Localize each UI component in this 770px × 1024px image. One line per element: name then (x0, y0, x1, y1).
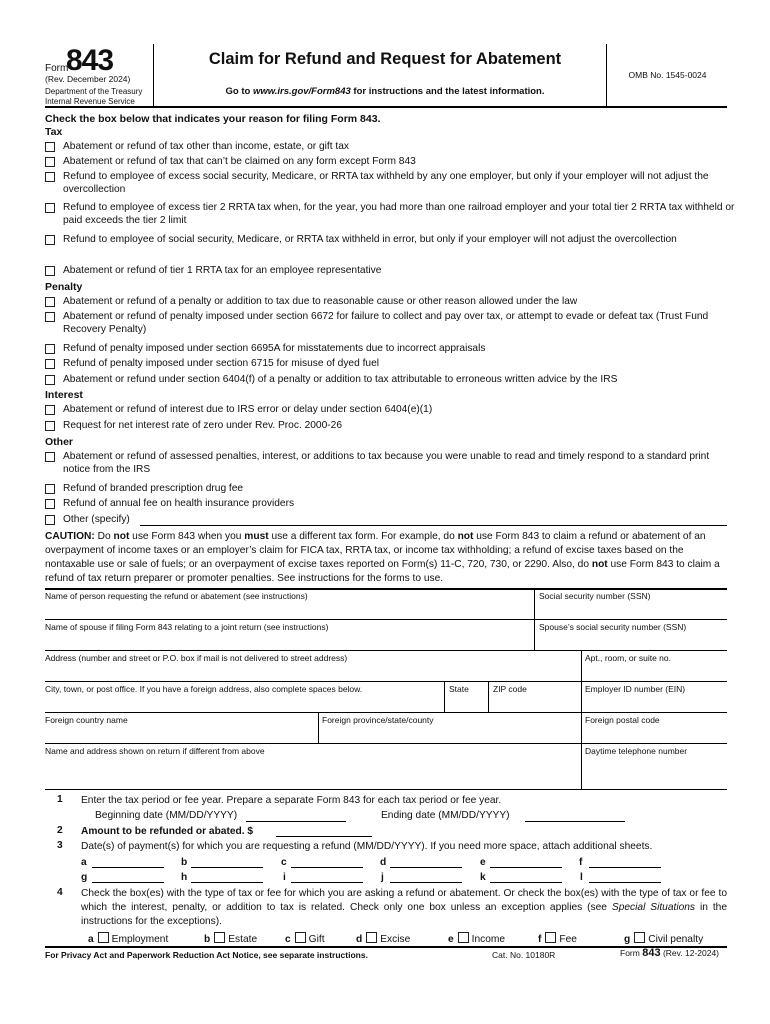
line-2-number: 2 (57, 825, 63, 836)
checkbox[interactable] (45, 142, 55, 152)
reason-instruction: Check the box below that indicates your reason for filing Form 843. (45, 113, 381, 125)
payment-date-letter: f (579, 857, 583, 868)
reason-label: Refund to employee of excess social security, Medicare, or RRTA tax withheld by any one employer, but only if your employer will not adjust the overcollection (63, 171, 709, 195)
option-label: Income (471, 934, 506, 945)
option-letter: f (538, 934, 542, 945)
section-penalty-heading: Penalty (45, 281, 83, 293)
reason-label: Abatement or refund of tax other than income, estate, or gift tax (63, 141, 349, 152)
tax-type-option[interactable] (448, 932, 505, 946)
grid-rule (45, 650, 727, 651)
checkbox[interactable] (545, 932, 556, 943)
footer-revision: (Rev. 12-2024) (662, 948, 720, 958)
apt-field[interactable]: Apt., room, or suite no. (585, 653, 671, 663)
payment-date-input[interactable] (490, 867, 562, 868)
special-situations-ref: Special Situations (611, 902, 696, 913)
spouse-name-field[interactable]: Name of spouse if filing Form 843 relating to a joint return (see instructions) (45, 622, 329, 632)
agency-line-2: Internal Revenue Service (45, 96, 135, 106)
grid-divider (318, 712, 319, 743)
grid-divider (444, 681, 445, 712)
checkbox[interactable] (45, 421, 55, 431)
goto-suffix: for instructions and the latest information. (350, 86, 545, 97)
reason-label: Refund of penalty imposed under section 6715 for misuse of dyed fuel (63, 358, 380, 369)
reason-label: Refund of annual fee on health insurance providers (63, 498, 295, 509)
checkbox[interactable] (45, 484, 55, 494)
tax-type-option[interactable] (88, 932, 168, 946)
name-field[interactable]: Name of person requesting the refund or abatement (see instructions) (45, 591, 308, 601)
agency-name (45, 87, 142, 106)
line-1-number: 1 (57, 794, 63, 805)
privacy-notice: For Privacy Act and Paperwork Reduction Act Notice, see separate instructions. (45, 950, 368, 960)
checkbox[interactable] (45, 359, 55, 369)
line-1-text: Enter the tax period or fee year. Prepare a separate Form 843 for each tax period or fee year. (81, 795, 502, 806)
payment-date-letter: i (283, 872, 286, 883)
payment-date-input[interactable] (291, 867, 363, 868)
revision-date: (Rev. December 2024) (45, 74, 131, 84)
footer-form-id (620, 947, 719, 959)
line-4-text (81, 887, 727, 929)
grid-divider (534, 589, 535, 650)
info-grid-bottom-rule (45, 789, 727, 790)
form-label: Form (45, 63, 69, 74)
ssn-field[interactable]: Social security number (SSN) (539, 591, 651, 601)
checkbox[interactable] (45, 266, 55, 276)
grid-rule (45, 743, 727, 744)
form-number: 843 (66, 44, 114, 77)
caution-label: CAUTION: (45, 531, 95, 542)
checkbox[interactable] (45, 297, 55, 307)
line-3-number: 3 (57, 840, 63, 851)
footer-form-number: 843 (642, 947, 661, 959)
grid-divider (488, 681, 489, 712)
foreign-country-field[interactable]: Foreign country name (45, 715, 128, 725)
grid-rule (45, 712, 727, 713)
payment-date-letter: b (181, 857, 188, 868)
checkbox[interactable] (45, 375, 55, 385)
caution-emphasis: must (244, 531, 269, 542)
payment-date-input[interactable] (191, 882, 263, 883)
payment-date-letter: e (480, 857, 486, 868)
checkbox[interactable] (295, 932, 306, 943)
tax-type-option[interactable] (624, 932, 703, 946)
option-label: Gift (308, 934, 325, 945)
header-divider-right (606, 44, 607, 106)
checkbox[interactable] (45, 344, 55, 354)
checkbox[interactable] (634, 932, 645, 943)
payment-date-input[interactable] (390, 882, 462, 883)
reason-label: Abatement or refund under section 6404(f) of a penalty or addition to tax attributable to erroneous written advice by the IRS (63, 374, 618, 385)
reason-label: Other (specify) (63, 514, 130, 525)
reason-label: Abatement or refund of a penalty or addition to tax due to reasonable cause or other reason allowed under the law (63, 296, 578, 307)
checkbox[interactable] (45, 203, 55, 213)
state-field[interactable]: State (449, 684, 469, 694)
payment-date-letter: c (281, 857, 287, 868)
option-letter: c (285, 934, 291, 945)
instructions-link-line (170, 86, 600, 97)
checkbox[interactable] (458, 932, 469, 943)
reason-label: Request for net interest rate of zero under Rev. Proc. 2000-26 (63, 420, 342, 431)
caution-emphasis: not (113, 531, 130, 542)
address-field[interactable]: Address (number and street or P.O. box if mail is not delivered to street address) (45, 653, 348, 663)
ending-date-label: Ending date (MM/DD/YYYY) (381, 810, 510, 821)
info-grid-top-rule (45, 588, 727, 590)
payment-date-letter: j (381, 872, 384, 883)
other-specify-input[interactable] (140, 525, 727, 526)
payment-date-input[interactable] (490, 882, 562, 883)
payment-date-letter: d (380, 857, 387, 868)
option-letter: g (624, 934, 631, 945)
reason-label: Abatement or refund of penalty imposed under section 6672 for failure to collect and pay over tax, or attempt to evade or defeat tax (Trust Fund Recovery Penalty) (63, 311, 709, 335)
option-label: Estate (228, 934, 258, 945)
option-letter: e (448, 934, 454, 945)
reason-label: Abatement or refund of tier 1 RRTA tax for an employee representative (63, 265, 382, 276)
omb-number: OMB No. 1545-0024 (628, 70, 707, 80)
zip-field[interactable]: ZIP code (493, 684, 527, 694)
checkbox[interactable] (45, 405, 55, 415)
city-field[interactable]: City, town, or post office. If you have a foreign address, also complete spaces below. (45, 684, 363, 694)
catalog-number: Cat. No. 10180R (492, 950, 556, 960)
checkbox[interactable] (45, 157, 55, 167)
checkbox[interactable] (45, 172, 55, 182)
tax-type-option[interactable] (204, 932, 257, 946)
foreign-province-field[interactable]: Foreign province/state/county (322, 715, 434, 725)
header-divider-left (153, 44, 154, 106)
checkbox[interactable] (45, 312, 55, 322)
option-label: Civil penalty (648, 934, 704, 945)
payment-date-input[interactable] (92, 882, 164, 883)
checkbox[interactable] (45, 452, 55, 462)
foreign-postal-field[interactable]: Foreign postal code (585, 715, 660, 725)
daytime-phone-field[interactable]: Daytime telephone number (585, 746, 688, 756)
caution-text: Do (94, 531, 114, 542)
checkbox[interactable] (45, 235, 55, 245)
reason-label: Abatement or refund of assessed penalties, interest, or additions to tax because you were unable to read and timely respond to a standard print notice from the IRS (63, 451, 710, 475)
payment-date-input[interactable] (191, 867, 263, 868)
beginning-date-label: Beginning date (MM/DD/YYYY) (95, 810, 238, 821)
checkbox[interactable] (45, 515, 55, 525)
reason-label: Abatement or refund of interest due to IRS error or delay under section 6404(e)(1) (63, 404, 433, 415)
option-letter: b (204, 934, 211, 945)
tax-type-option[interactable] (285, 932, 325, 946)
spouse-ssn-field[interactable]: Spouse’s social security number (SSN) (539, 622, 687, 632)
caution-emphasis: not (457, 531, 474, 542)
amount-input[interactable] (276, 836, 372, 837)
name-address-diff-field[interactable]: Name and address shown on return if different from above (45, 746, 265, 756)
payment-date-letter: l (580, 872, 583, 883)
option-label: Fee (559, 934, 577, 945)
form-title: Claim for Refund and Request for Abatement (208, 50, 562, 68)
checkbox[interactable] (366, 932, 377, 943)
section-interest-heading: Interest (45, 389, 83, 401)
grid-divider (581, 650, 582, 789)
line-4-text-part: in the instructions for the exceptions). (81, 902, 728, 927)
checkbox[interactable] (45, 499, 55, 509)
payment-date-input[interactable] (589, 882, 661, 883)
option-label: Employment (111, 934, 169, 945)
caution-text: use a different tax form. For example, do (268, 531, 458, 542)
caution-note (45, 530, 730, 586)
reason-label: Refund to employee of excess tier 2 RRTA tax when, for the year, you had more than one railroad employer and your total tier 2 RRTA tax withheld or paid exceeds the tier 2 limit (63, 202, 735, 226)
payment-date-input[interactable] (589, 867, 661, 868)
caution-text: use Form 843 when you (129, 531, 245, 542)
goto-prefix: Go to (225, 86, 253, 97)
payment-date-input[interactable] (92, 867, 164, 868)
line-4-text-part: Check the box(es) with the type of tax or fee for which you are asking a refund or abatement. Or check the box(es) with the type of tax or fee to which the interest, penalty, or addition to tax is related. Check only one box unless an exception applies (see (81, 888, 727, 913)
agency-line-1: Department of the Treasury (45, 87, 143, 96)
line-4-number: 4 (57, 887, 63, 898)
caution-emphasis: not (591, 559, 608, 570)
section-other-heading: Other (45, 436, 74, 448)
beginning-date-input[interactable] (246, 821, 346, 822)
tax-type-option[interactable] (538, 932, 577, 946)
payment-date-input[interactable] (390, 867, 462, 868)
payment-date-letter: k (480, 872, 486, 883)
checkbox[interactable] (98, 932, 109, 943)
irs-url-link[interactable]: www.irs.gov/Form843 (252, 86, 351, 97)
payment-date-letter: h (181, 872, 188, 883)
checkbox[interactable] (214, 932, 225, 943)
caution-text: use Form 843 to claim a refund of tax return preparer or promoter penalties. See instructions for the forms to use. (45, 559, 720, 584)
payment-date-input[interactable] (291, 882, 363, 883)
reason-label: Refund of penalty imposed under section 6695A for misstatements due to incorrect appraisals (63, 343, 486, 354)
option-letter: d (356, 934, 363, 945)
reason-label: Refund of branded prescription drug fee (63, 483, 244, 494)
section-tax-heading: Tax (45, 126, 63, 138)
ending-date-input[interactable] (525, 821, 625, 822)
reason-label: Refund to employee of social security, Medicare, or RRTA tax withheld in error, but only if your employer will not adjust the overcollection (63, 234, 677, 245)
header-bottom-rule (45, 106, 727, 108)
ein-field[interactable]: Employer ID number (EIN) (585, 684, 686, 694)
option-letter: a (88, 934, 94, 945)
line-2-text: Amount to be refunded or abated. $ (81, 826, 254, 837)
caution-text: use Form 843 to claim a refund or abatement of an overpayment of income taxes or an employer’s claim for FICA tax, RRTA tax, or income tax withholding; a refund of excise taxes based on the nontaxable use or sale of fuels; or an overpayment of excise taxes reported on Form(s) 11-C, 720, 730, or 2290. Also, do (45, 531, 706, 570)
line-3-text: Date(s) of payment(s) for which you are requesting a refund (MM/DD/YYYY). If you need more space, attach additional sheets. (81, 841, 653, 852)
tax-type-option[interactable] (356, 932, 410, 946)
footer-form-label: Form (620, 948, 640, 958)
reason-label: Abatement or refund of tax that can’t be claimed on any form except Form 843 (63, 156, 416, 167)
grid-rule (45, 619, 727, 620)
payment-date-letter: a (81, 857, 87, 868)
grid-rule (45, 681, 727, 682)
option-label: Excise (380, 934, 411, 945)
payment-date-letter: g (81, 872, 88, 883)
